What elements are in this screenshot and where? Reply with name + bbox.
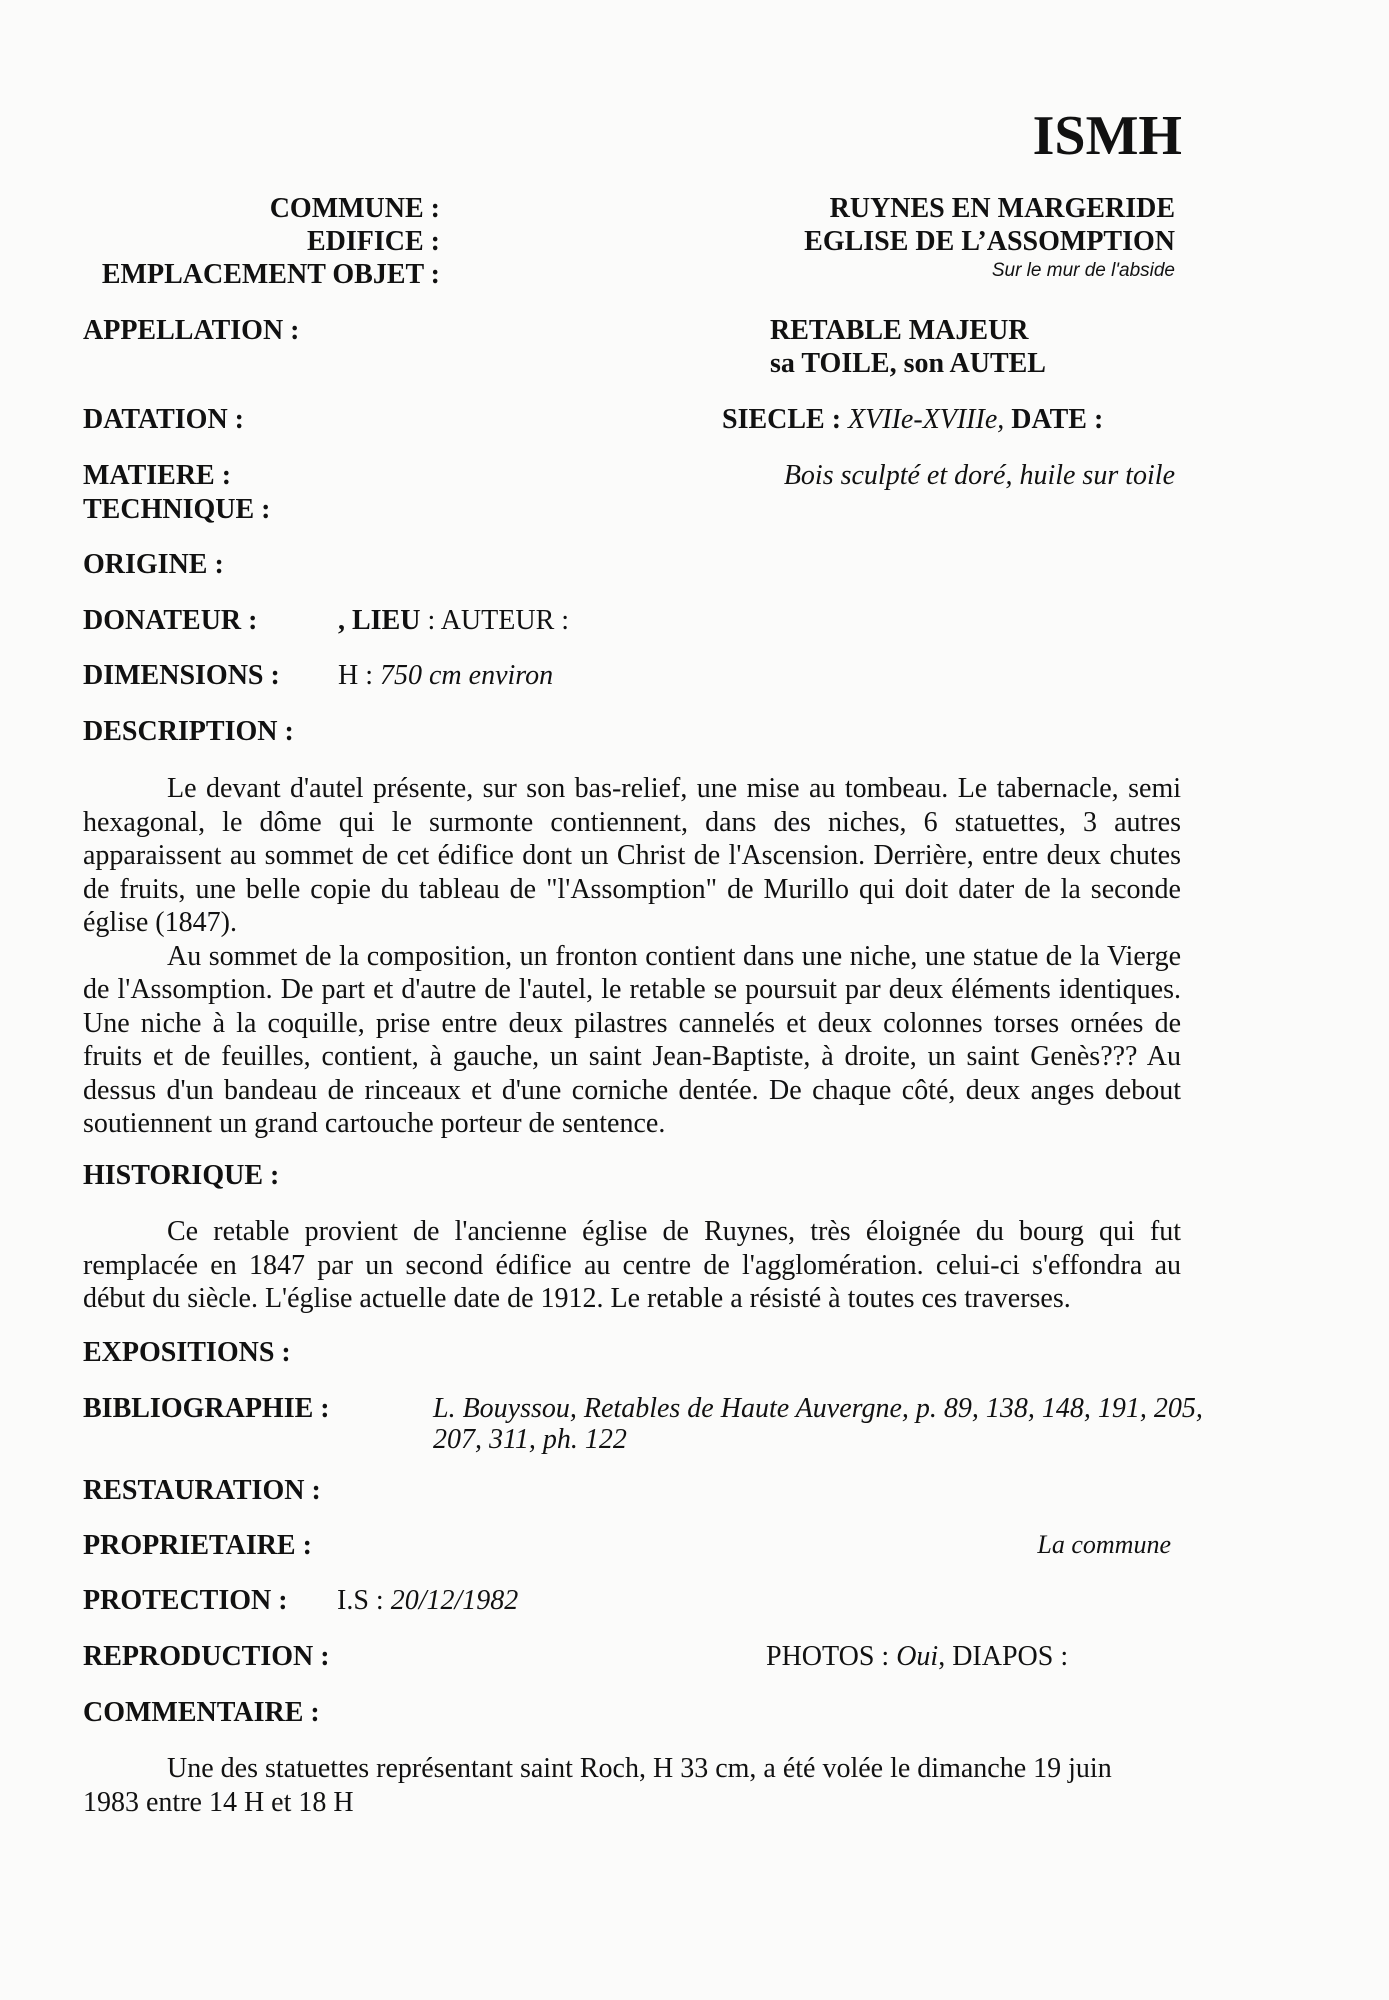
description-body <box>83 772 1181 1141</box>
label-donateur: DONATEUR : <box>83 605 258 636</box>
photos-line <box>766 1641 1068 1673</box>
label-edifice: EDIFICE : <box>306 226 440 257</box>
label-datation: DATATION : <box>83 404 244 435</box>
label-proprietaire: PROPRIETAIRE : <box>83 1530 312 1561</box>
document-title: ISMH <box>1032 105 1182 167</box>
value-edifice: EGLISE DE L’ASSOMPTION <box>804 226 1175 257</box>
value-dimensions-h: H : <box>338 660 373 691</box>
label-commune: COMMUNE : <box>269 193 440 224</box>
label-auteur: : AUTEUR : <box>427 605 570 636</box>
value-bibliographie-line1: L. Bouyssou, Retables de Haute Auvergne, p. 89, 138, 148, 191, 205, <box>433 1393 1203 1424</box>
label-bibliographie: BIBLIOGRAPHIE : <box>83 1393 330 1424</box>
value-bibliographie-line2: 207, 311, ph. 122 <box>433 1424 627 1455</box>
label-description: DESCRIPTION : <box>83 716 294 747</box>
label-expositions: EXPOSITIONS : <box>83 1337 291 1368</box>
protection-line <box>337 1585 518 1617</box>
value-protection-prefix: I.S : <box>337 1585 384 1616</box>
value-appellation-line2: sa TOILE, son AUTEL <box>770 348 1046 379</box>
value-matiere: Bois sculpté et doré, huile sur toile <box>783 460 1175 491</box>
value-photos: Oui <box>896 1641 939 1672</box>
value-proprietaire: La commune <box>1037 1530 1171 1559</box>
dimensions-line <box>338 660 553 692</box>
value-protection-date: 20/12/1982 <box>390 1585 519 1616</box>
label-emplacement: EMPLACEMENT OBJET : <box>101 259 440 290</box>
siecle-line <box>722 404 1103 436</box>
description-paragraph-2: Au sommet de la composition, un fronton contient dans une niche, une statue de la Vierge de l'Assomption. De part et d'autre de l'autel, le retable se poursuit par deux éléments identiques. Une niche à la coquille, prise entre deux pilastres cannelés et deux colonnes torses ornées de fruits et de feuilles, contient, à gauche, un saint Jean-Baptiste, à droite, un saint Genès??? Au dessus d'un bandeau de rinceaux et d'une corniche dentée. De chaque côté, deux anges debout soutiennent un grand cartouche porteur de sentence. <box>83 940 1181 1139</box>
label-photos: PHOTOS : <box>766 1641 890 1672</box>
label-reproduction: REPRODUCTION : <box>83 1641 330 1672</box>
label-commentaire: COMMENTAIRE : <box>83 1697 320 1728</box>
value-emplacement: Sur le mur de l'abside <box>991 260 1175 281</box>
label-date: DATE : <box>1011 404 1104 435</box>
commentaire-body <box>83 1752 1153 1819</box>
label-appellation: APPELLATION : <box>83 315 300 346</box>
label-dimensions: DIMENSIONS : <box>83 660 280 691</box>
commentaire-paragraph-1: Une des statuettes représentant saint Roch, H 33 cm, a été volée le dimanche 19 juin 1983 entre 14 H et 18 H <box>83 1753 1112 1818</box>
label-diapos: , DIAPOS : <box>938 1641 1069 1672</box>
label-lieu: , LIEU <box>338 605 421 636</box>
label-matiere: MATIERE : <box>83 460 232 491</box>
label-historique: HISTORIQUE : <box>83 1160 280 1191</box>
lieu-auteur-line <box>338 605 569 637</box>
value-siecle: XVIIe-XVIIIe, <box>848 404 1005 435</box>
value-dimensions: 750 cm environ <box>380 660 554 691</box>
label-origine: ORIGINE : <box>83 549 224 580</box>
value-commune: RUYNES EN MARGERIDE <box>829 193 1175 224</box>
value-appellation-line1: RETABLE MAJEUR <box>770 315 1029 346</box>
label-technique: TECHNIQUE : <box>83 494 271 525</box>
historique-body <box>83 1215 1181 1316</box>
description-paragraph-1: Le devant d'autel présente, sur son bas-relief, une mise au tombeau. Le tabernacle, semi hexagonal, le dôme qui le surmonte contiennent, dans des niches, 6 statuettes, 3 autres apparaissent au sommet de cet édifice dont un Christ de l'Ascension. Derrière, entre deux chutes de fruits, une belle copie du tableau de "l'Assomption" de Murillo qui doit dater de la seconde église (1847). <box>83 773 1181 938</box>
label-protection: PROTECTION : <box>83 1585 288 1616</box>
historique-paragraph-1: Ce retable provient de l'ancienne église de Ruynes, très éloignée du bourg qui fut remplacée en 1847 par un second édifice au centre de l'agglomération. celui-ci s'effondra au début du siècle. L'église actuelle date de 1912. Le retable a résisté à toutes ces traverses. <box>83 1216 1181 1314</box>
label-siecle: SIECLE : <box>722 404 842 435</box>
label-restauration: RESTAURATION : <box>83 1475 321 1506</box>
